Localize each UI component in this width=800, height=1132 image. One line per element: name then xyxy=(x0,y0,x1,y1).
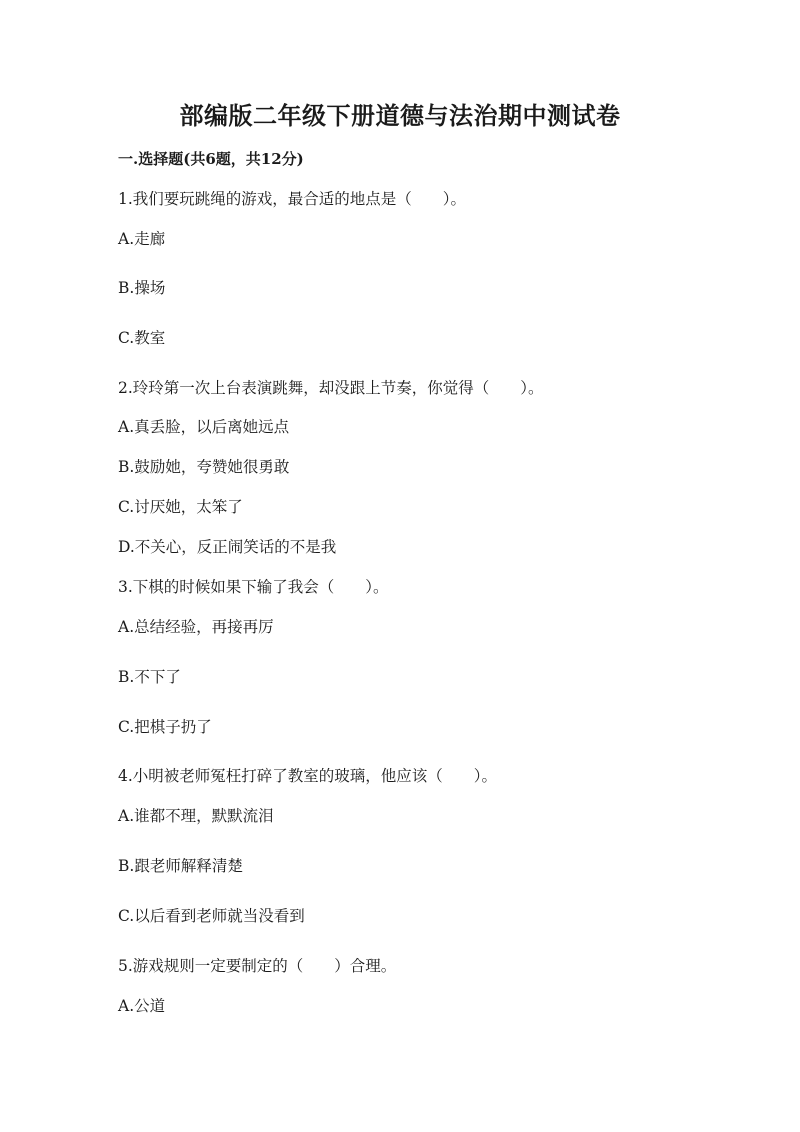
option-5a: A.公道 xyxy=(118,997,166,1015)
option-2c: C.讨厌她，太笨了 xyxy=(118,498,243,516)
option-1a: A.走廊 xyxy=(118,230,166,248)
question-1: 1.我们要玩跳绳的游戏，最合适的地点是（ ）。 xyxy=(118,190,467,208)
option-2a: A.真丢脸，以后离她远点 xyxy=(118,418,290,436)
section-heading: 一.选择题(共6题，共12分) xyxy=(118,150,304,168)
question-2: 2.玲玲第一次上台表演跳舞，却没跟上节奏，你觉得（ ）。 xyxy=(118,379,544,397)
option-1b: B.操场 xyxy=(118,279,166,297)
page-title: 部编版二年级下册道德与法治期中测试卷 xyxy=(179,101,621,130)
option-3a: A.总结经验，再接再厉 xyxy=(118,618,274,636)
option-2d: D.不关心，反正闹笑话的不是我 xyxy=(118,538,337,556)
option-4c: C.以后看到老师就当没看到 xyxy=(118,907,305,925)
option-4a: A.谁都不理，默默流泪 xyxy=(118,807,274,825)
option-4b: B.跟老师解释清楚 xyxy=(118,857,243,875)
option-1c: C.教室 xyxy=(118,329,166,347)
question-3: 3.下棋的时候如果下输了我会（ ）。 xyxy=(118,578,389,596)
option-2b: B.鼓励她，夸赞她很勇敢 xyxy=(118,458,290,476)
option-3b: B.不下了 xyxy=(118,668,181,686)
question-5: 5.游戏规则一定要制定的（ ）合理。 xyxy=(118,957,397,975)
option-3c: C.把棋子扔了 xyxy=(118,718,212,736)
question-4: 4.小明被老师冤枉打碎了教室的玻璃，他应该（ ）。 xyxy=(118,767,498,785)
